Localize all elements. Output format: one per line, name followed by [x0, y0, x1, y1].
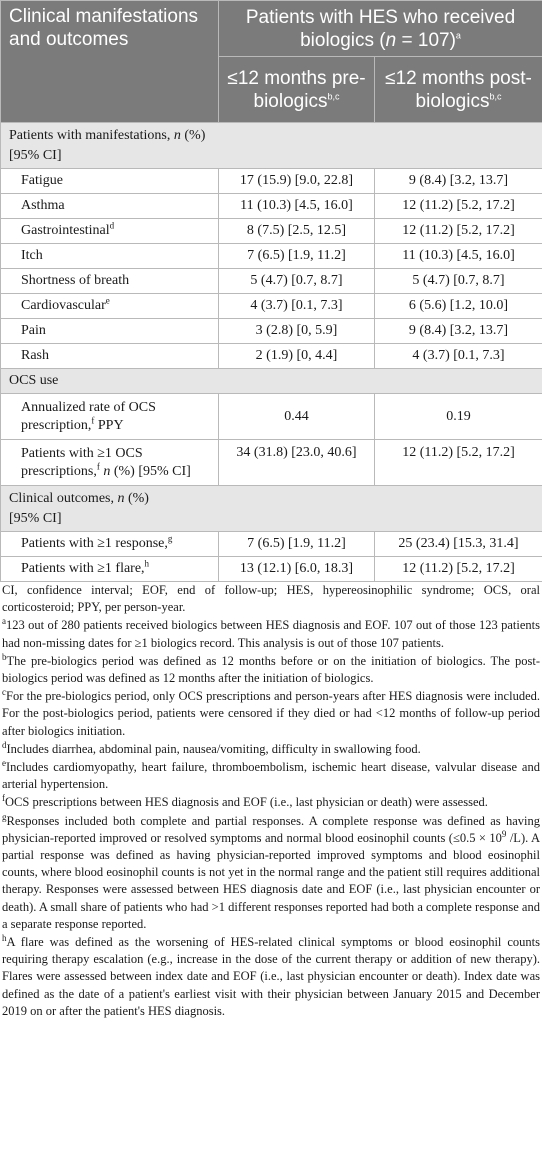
header-row-1: [1, 1, 542, 57]
header-manifestations: Clinical manifestations and outcomes: [1, 1, 219, 123]
footnote-d: $^d$Includes diarrhea, abdominal pain, nausea/vomiting, difficulty in swallowing food.: [2, 739, 421, 756]
table-row: Patients with ≥1 flare,$^h$ 13 (12.1) [6.0, 18.3] 12 (11.2) [5.2, 17.2]: [1, 557, 542, 582]
table-row: Patients with ≥1 OCS prescriptions,$^f$ n (%) [95% CI] 34 (31.8) [23.0, 40.6] 12 (11.2) [5.2, 17.2]: [1, 440, 542, 486]
table-row: Annualized rate of OCS prescription,$^f$ PPY 0.44 0.19: [1, 394, 542, 440]
table-row: Pain 3 (2.8) [0, 5.9] 9 (8.4) [3.2, 13.7]: [1, 319, 542, 344]
footnote-e: $^e$Includes cardiomyopathy, heart failure, thromboembolism, ischemic heart disease, valvular disease and arterial hypertension.: [2, 757, 540, 792]
section-clinical-outcomes: Clinical outcomes, n (%) [95% CI]: [1, 486, 542, 532]
table-row: Patients with ≥1 response,$^g$ 7 (6.5) [1.9, 11.2] 25 (23.4) [15.3, 31.4]: [1, 532, 542, 557]
header-group: Patients with HES who received biologics (n = 107)$^a$: [219, 1, 542, 57]
section-ocs-use: OCS use: [1, 369, 542, 394]
footnote-a: $^a$123 out of 280 patients received biologics between HES diagnosis and EOF. 107 out of those 123 patients had non-missing dates for ≥1 biologics record. This analysis is out of those 107 patients.: [2, 616, 540, 650]
header-pre-biologics: ≤12 months pre-biologics$^{b,c}$: [219, 57, 375, 123]
table-row: Gastrointestinal$^d$ 8 (7.5) [2.5, 12.5] 12 (11.2) [5.2, 17.2]: [1, 219, 542, 244]
table-row: Asthma 11 (10.3) [4.5, 16.0] 12 (11.2) [5.2, 17.2]: [1, 194, 542, 219]
footnote-g: $^g$Responses included both complete and partial responses. A complete response was defined as having physician-reported improved or resolved symptoms and normal blood eosinophil counts ($\le 0.5 \times 10^9$ /L). A partial response was defined as having physician-reported improved symptoms and blood eosinophil counts, where blood eosinophil counts is not yet in the normal range and the patient still requires additional therapy. Responses were assessed between HES diagnosis date and EOF (i.e., last physician encounter or death). A small share of patients who had >1 different responses reported had both a complete response and a separate response reported.: [2, 811, 541, 931]
table-row: Fatigue 17 (15.9) [9.0, 22.8] 9 (8.4) [3.2, 13.7]: [1, 169, 542, 194]
section-manifestations: Patients with manifestations, n (%) [95% CI]: [1, 123, 542, 169]
table-row: Cardiovascular$^e$ 4 (3.7) [0.1, 7.3] 6 (5.6) [1.2, 10.0]: [1, 294, 542, 319]
table-footnotes: [2, 582, 540, 1021]
footnote-b: $^b$The pre-biologics period was defined as 12 months before or on the initiation of biologics. The post-biologics period was defined as 12 months after the initiation of biologics.: [2, 651, 540, 686]
footnote-abbreviations: CI, confidence interval; EOF, end of follow-up; HES, hypereosinophilic syndrome; OCS, oral corticosteroid; PPY, per person-year.: [2, 583, 540, 615]
header-post-biologics: ≤12 months post-biologics$^{b,c}$: [375, 57, 542, 123]
hes-biologics-table: [0, 0, 542, 582]
footnote-c: $^c$For the pre-biologics period, only OCS prescriptions and person-years after HES diagnosis were included. For the post-biologics period, patients were censored if they died or had <12 months of follow-up period after biologics initiation.: [2, 687, 540, 738]
table-row: Itch 7 (6.5) [1.9, 11.2] 11 (10.3) [4.5, 16.0]: [1, 244, 542, 269]
footnote-f: $^f$OCS prescriptions between HES diagnosis and EOF (i.e., last physician or death) were assessed.: [2, 793, 488, 810]
table-row: Shortness of breath 5 (4.7) [0.7, 8.7] 5 (4.7) [0.7, 8.7]: [1, 269, 542, 294]
table-row: Rash 2 (1.9) [0, 4.4] 4 (3.7) [0.1, 7.3]: [1, 344, 542, 369]
footnote-h: $^h$A flare was defined as the worsening of HES-related clinical symptoms or blood eosinophil counts requiring therapy escalation (e.g., increase in the dose of the current therapy or addition of new therapy). Flares were assessed between index date and EOF (i.e., last physician encounter or death). Index date was defined as the date of a patient's earliest visit with their physician between January 2015 and December 2019 on or after the patient's HES diagnosis.: [2, 932, 540, 1018]
